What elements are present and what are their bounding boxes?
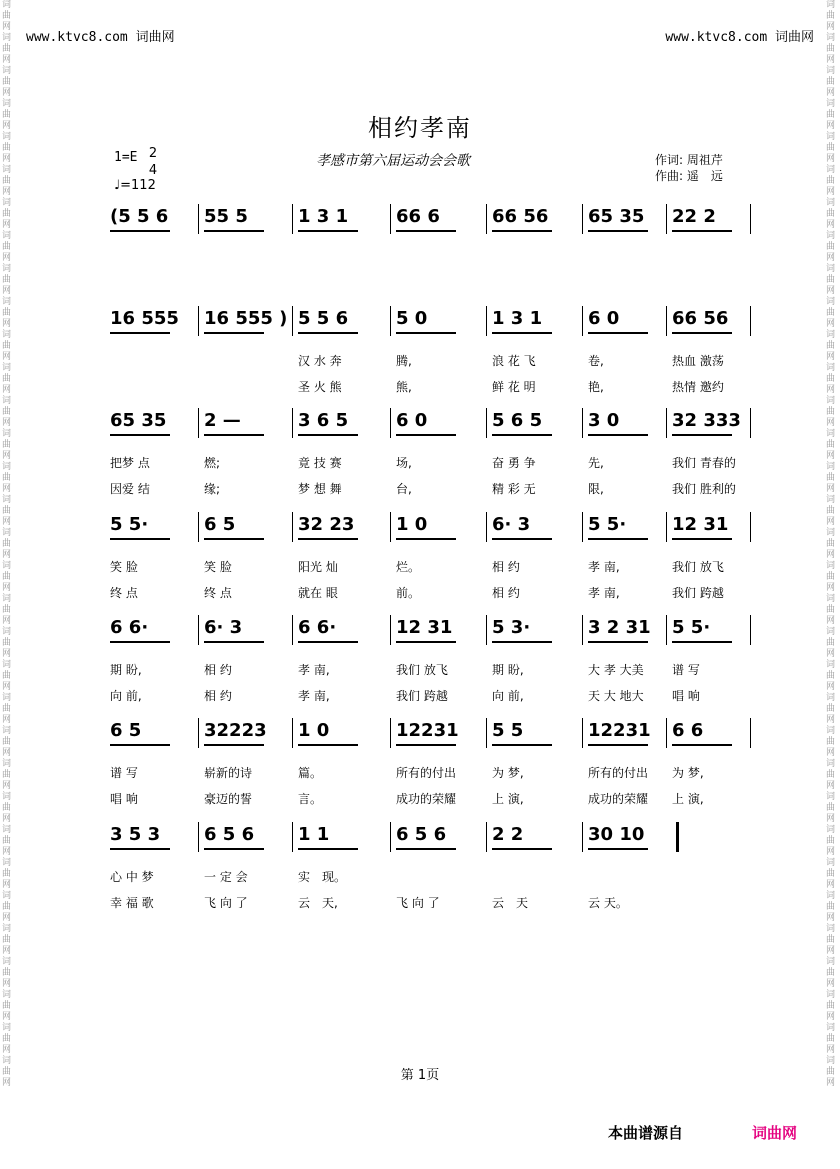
tempo-value: =112: [120, 178, 156, 193]
lyric-lyrics2: 言。: [298, 792, 323, 806]
measure-notes: 32223: [204, 720, 267, 741]
beam-line: [110, 538, 170, 540]
beam-line: [396, 434, 456, 436]
beam-line: [110, 848, 170, 850]
lyric-lyrics2: 相 约: [492, 586, 520, 600]
lyric-lyrics2: 向 前,: [492, 689, 524, 703]
lyric-lyrics1: 期 盼,: [492, 663, 524, 677]
credits: [655, 152, 723, 184]
header-site-left[interactable]: www.ktvc8.com 词曲网: [26, 30, 175, 45]
beam-line: [492, 538, 552, 540]
beam-line: [588, 744, 648, 746]
lyric-lyrics2: 台,: [396, 482, 412, 496]
bar-line: [582, 204, 583, 234]
lyric-lyrics2: 成功的荣耀: [396, 792, 457, 806]
bar-line: [390, 306, 391, 336]
lyric-lyrics2: 上 演,: [672, 792, 704, 806]
bar-line: [198, 306, 199, 336]
measure-notes: 65 35: [588, 206, 645, 227]
lyric-lyrics2: 终 点: [204, 586, 232, 600]
measure-notes: 5 5 6: [298, 308, 349, 329]
lyric-lyrics2: 精 彩 无: [492, 482, 536, 496]
beam-line: [672, 332, 732, 334]
lyric-lyrics1: 相 约: [492, 560, 520, 574]
bar-line: [666, 718, 667, 748]
beam-line: [204, 538, 264, 540]
lyric-lyrics1: 先,: [588, 456, 604, 470]
lyric-lyrics1: 一 定 会: [204, 870, 248, 884]
beam-line: [396, 230, 456, 232]
bar-line: [666, 512, 667, 542]
beam-line: [204, 434, 264, 436]
bar-line: [292, 512, 293, 542]
beam-line: [588, 538, 648, 540]
bar-line: [390, 512, 391, 542]
measure-notes: 1 3 1: [492, 308, 543, 329]
time-signature: [147, 145, 159, 179]
measure-notes: 6 5: [204, 514, 236, 535]
lyric-lyrics2: 前。: [396, 586, 421, 600]
bar-line: [582, 822, 583, 852]
lyric-lyrics1: 笑 脸: [110, 560, 138, 574]
measure-notes: 6 5 6: [204, 824, 255, 845]
lyric-lyrics2: 豪迈的誓: [204, 792, 253, 806]
lyric-lyrics2: 唱 响: [110, 792, 138, 806]
lyric-lyrics1: 浪 花 飞: [492, 354, 536, 368]
bar-line: [292, 306, 293, 336]
beam-line: [396, 332, 456, 334]
measure-notes: 3 6 5: [298, 410, 349, 431]
measure-notes: 22 2: [672, 206, 716, 227]
lyric-lyrics2: 我们 跨越: [672, 586, 724, 600]
beam-line: [110, 230, 170, 232]
beam-line: [492, 744, 552, 746]
bar-line: [198, 615, 199, 645]
bar-line: [666, 615, 667, 645]
beam-line: [492, 641, 552, 643]
lyric-lyrics1: 篇。: [298, 766, 323, 780]
bar-line: [486, 718, 487, 748]
lyric-lyrics2: 艳,: [588, 380, 604, 394]
measure-notes: 6· 3: [204, 617, 243, 638]
beam-line: [492, 332, 552, 334]
lyric-lyrics1: 奋 勇 争: [492, 456, 536, 470]
beam-line: [204, 641, 264, 643]
beam-line: [298, 538, 358, 540]
beam-line: [588, 230, 648, 232]
bar-line: [198, 408, 199, 438]
bar-line: [666, 408, 667, 438]
beam-line: [588, 332, 648, 334]
lyric-lyrics1: 所有的付出: [396, 766, 457, 780]
measure-notes: 55 5: [204, 206, 248, 227]
lyric-lyrics2: 唱 响: [672, 689, 700, 703]
lyric-lyrics2: 向 前,: [110, 689, 142, 703]
bar-line: [390, 822, 391, 852]
lyric-lyrics1: 孝 南,: [298, 663, 330, 677]
lyric-lyrics1: 大 孝 大美: [588, 663, 644, 677]
measure-notes: 6· 3: [492, 514, 531, 535]
measure-notes: 16 555 ): [204, 308, 288, 329]
measure-notes: 5 5·: [588, 514, 627, 535]
side-watermark-right: 词曲网词曲网词曲网词曲网词曲网词曲网词曲网词曲网词曲网词曲网词曲网词曲网词曲网词曲网词曲网词曲网词曲网词曲网词曲网词曲网词曲网词曲网词曲网词曲网词曲网词曲网词曲网词曲网词曲网词曲网词曲网词曲网词曲网: [826, 0, 836, 1088]
lyric-lyrics2: 熊,: [396, 380, 412, 394]
beam-line: [492, 230, 552, 232]
song-subtitle: 孝感市第六届运动会会歌: [316, 153, 470, 169]
lyric-lyrics1: 把梦 点: [110, 456, 150, 470]
bar-line: [390, 204, 391, 234]
beam-line: [396, 538, 456, 540]
measure-notes: 6 6·: [110, 617, 149, 638]
measure-notes: 1 0: [298, 720, 330, 741]
lyric-lyrics2: 就在 眼: [298, 586, 338, 600]
bar-line: [198, 512, 199, 542]
measure-notes: 32 23: [298, 514, 355, 535]
bar-line: [486, 512, 487, 542]
measure-notes: 6 5: [110, 720, 142, 741]
lyric-lyrics1: 实 现。: [298, 870, 347, 884]
page-number: 第 1页: [400, 1068, 440, 1083]
beam-line: [672, 744, 732, 746]
beam-line: [672, 230, 732, 232]
measure-notes: 5 5·: [110, 514, 149, 535]
bar-line: [486, 615, 487, 645]
lyric-lyrics1: 笑 脸: [204, 560, 232, 574]
bar-line: [750, 204, 751, 234]
lyric-lyrics1: 阳光 灿: [298, 560, 338, 574]
bar-line: [292, 718, 293, 748]
key-signature: 1=E: [114, 150, 138, 165]
beam-line: [492, 848, 552, 850]
lyric-lyrics2: 上 演,: [492, 792, 524, 806]
lyric-lyrics1: 竟 技 赛: [298, 456, 342, 470]
beam-line: [396, 744, 456, 746]
lyric-lyrics1: 谱 写: [110, 766, 138, 780]
footer-brand[interactable]: 词曲网: [752, 1124, 798, 1142]
time-signature-top: 2: [148, 146, 158, 161]
beam-line: [492, 434, 552, 436]
lyric-lyrics2: 终 点: [110, 586, 138, 600]
bar-line: [390, 615, 391, 645]
measure-notes: 12 31: [672, 514, 729, 535]
bar-line: [390, 408, 391, 438]
lyricist: 作词: 周祖芹: [655, 153, 723, 167]
beam-line: [204, 848, 264, 850]
lyric-lyrics1: 相 约: [204, 663, 232, 677]
bar-line: [750, 306, 751, 336]
measure-notes: 5 3·: [492, 617, 531, 638]
beam-line: [204, 332, 264, 334]
beam-line: [396, 641, 456, 643]
measure-notes: 5 5: [492, 720, 524, 741]
measure-notes: 12231: [396, 720, 459, 741]
bar-line: [750, 718, 751, 748]
bar-line: [486, 306, 487, 336]
lyric-lyrics2: 云 天: [492, 896, 529, 910]
bar-line: [198, 822, 199, 852]
beam-line: [588, 434, 648, 436]
measure-notes: 12231: [588, 720, 651, 741]
tempo-marking: [114, 178, 156, 193]
lyric-lyrics2: 圣 火 熊: [298, 380, 342, 394]
measure-notes: 66 6: [396, 206, 440, 227]
lyric-lyrics2: 鲜 花 明: [492, 380, 536, 394]
lyric-lyrics1: 期 盼,: [110, 663, 142, 677]
measure-notes: 6 6·: [298, 617, 337, 638]
measure-notes: 1 1: [298, 824, 330, 845]
bar-line: [666, 204, 667, 234]
lyric-lyrics2: 云 天,: [298, 896, 338, 910]
bar-line: [198, 204, 199, 234]
lyric-lyrics2: 孝 南,: [298, 689, 330, 703]
side-watermark-left: 词曲网词曲网词曲网词曲网词曲网词曲网词曲网词曲网词曲网词曲网词曲网词曲网词曲网词曲网词曲网词曲网词曲网词曲网词曲网词曲网词曲网词曲网词曲网词曲网词曲网词曲网词曲网词曲网词曲网词曲网词曲网词曲网词曲网: [2, 0, 12, 1088]
footer-source: 本曲谱源自: [608, 1124, 684, 1142]
lyric-lyrics1: 孝 南,: [588, 560, 620, 574]
beam-line: [298, 744, 358, 746]
measure-notes: (5 5 6: [110, 206, 169, 227]
bar-line: [676, 822, 679, 852]
beam-line: [298, 332, 358, 334]
beam-line: [110, 332, 170, 334]
measure-notes: 6 0: [396, 410, 428, 431]
bar-line: [582, 306, 583, 336]
bar-line: [292, 822, 293, 852]
measure-notes: 6 0: [588, 308, 620, 329]
measure-notes: 30 10: [588, 824, 645, 845]
bar-line: [750, 408, 751, 438]
measure-notes: 1 0: [396, 514, 428, 535]
measure-notes: 2 —: [204, 410, 241, 431]
beam-line: [588, 848, 648, 850]
bar-line: [582, 615, 583, 645]
measure-notes: 5 5·: [672, 617, 711, 638]
header-site-right[interactable]: www.ktvc8.com 词曲网: [665, 30, 814, 45]
beam-line: [298, 230, 358, 232]
lyric-lyrics1: 场,: [396, 456, 412, 470]
bar-line: [292, 204, 293, 234]
lyric-lyrics2: 梦 想 舞: [298, 482, 342, 496]
measure-notes: 65 35: [110, 410, 167, 431]
beam-line: [672, 538, 732, 540]
bar-line: [486, 408, 487, 438]
measure-notes: 66 56: [492, 206, 549, 227]
lyric-lyrics2: 限,: [588, 482, 604, 496]
lyric-lyrics2: 云 天。: [588, 896, 628, 910]
lyric-lyrics1: 为 梦,: [492, 766, 524, 780]
lyric-lyrics2: 天 大 地大: [588, 689, 644, 703]
bar-line: [750, 512, 751, 542]
lyric-lyrics1: 所有的付出: [588, 766, 649, 780]
bar-line: [390, 718, 391, 748]
lyric-lyrics2: 飞 向 了: [204, 896, 248, 910]
beam-line: [110, 744, 170, 746]
beam-line: [588, 641, 648, 643]
lyric-lyrics2: 飞 向 了: [396, 896, 440, 910]
lyric-lyrics2: 孝 南,: [588, 586, 620, 600]
measure-notes: 6 5 6: [396, 824, 447, 845]
measure-notes: 16 555: [110, 308, 179, 329]
measure-notes: 32 333: [672, 410, 741, 431]
beam-line: [110, 641, 170, 643]
measure-notes: 5 6 5: [492, 410, 543, 431]
lyric-lyrics2: 热情 邀约: [672, 380, 724, 394]
lyric-lyrics1: 心 中 梦: [110, 870, 154, 884]
beam-line: [204, 230, 264, 232]
lyric-lyrics2: 我们 胜利的: [672, 482, 736, 496]
lyric-lyrics1: 我们 青春的: [672, 456, 736, 470]
lyric-lyrics1: 为 梦,: [672, 766, 704, 780]
lyric-lyrics2: 我们 跨越: [396, 689, 448, 703]
lyric-lyrics2: 缘;: [204, 482, 221, 496]
beam-line: [298, 848, 358, 850]
measure-notes: 2 2: [492, 824, 524, 845]
bar-line: [292, 408, 293, 438]
lyric-lyrics2: 成功的荣耀: [588, 792, 649, 806]
bar-line: [666, 306, 667, 336]
measure-notes: 6 6: [672, 720, 704, 741]
measure-notes: 12 31: [396, 617, 453, 638]
beam-line: [672, 434, 732, 436]
measure-notes: 5 0: [396, 308, 428, 329]
beam-line: [110, 434, 170, 436]
bar-line: [750, 615, 751, 645]
lyric-lyrics1: 卷,: [588, 354, 604, 368]
bar-line: [486, 204, 487, 234]
beam-line: [396, 848, 456, 850]
measure-notes: 1 3 1: [298, 206, 349, 227]
bar-line: [486, 822, 487, 852]
lyric-lyrics1: 我们 放飞: [396, 663, 448, 677]
lyric-lyrics1: 我们 放飞: [672, 560, 724, 574]
bar-line: [582, 408, 583, 438]
song-title: 相约孝南: [368, 114, 472, 142]
lyric-lyrics1: 热血 激荡: [672, 354, 724, 368]
bar-line: [582, 718, 583, 748]
lyric-lyrics1: 谱 写: [672, 663, 700, 677]
lyric-lyrics2: 相 约: [204, 689, 232, 703]
lyric-lyrics2: 幸 福 歌: [110, 896, 154, 910]
lyric-lyrics1: 腾,: [396, 354, 412, 368]
lyric-lyrics2: 因爱 结: [110, 482, 150, 496]
beam-line: [298, 641, 358, 643]
lyric-lyrics1: 崭新的诗: [204, 766, 253, 780]
measure-notes: 3 2 31: [588, 617, 651, 638]
beam-line: [204, 744, 264, 746]
beam-line: [298, 434, 358, 436]
measure-notes: 3 0: [588, 410, 620, 431]
composer: 作曲: 遥 远: [655, 169, 723, 183]
beam-line: [672, 641, 732, 643]
bar-line: [292, 615, 293, 645]
time-signature-bottom: 4: [148, 163, 158, 178]
lyric-lyrics1: 烂。: [396, 560, 421, 574]
measure-notes: 3 5 3: [110, 824, 161, 845]
lyric-lyrics1: 汉 水 奔: [298, 354, 342, 368]
quarter-note-icon: ♩: [114, 178, 121, 193]
bar-line: [198, 718, 199, 748]
lyric-lyrics1: 燃;: [204, 456, 221, 470]
measure-notes: 66 56: [672, 308, 729, 329]
bar-line: [582, 512, 583, 542]
